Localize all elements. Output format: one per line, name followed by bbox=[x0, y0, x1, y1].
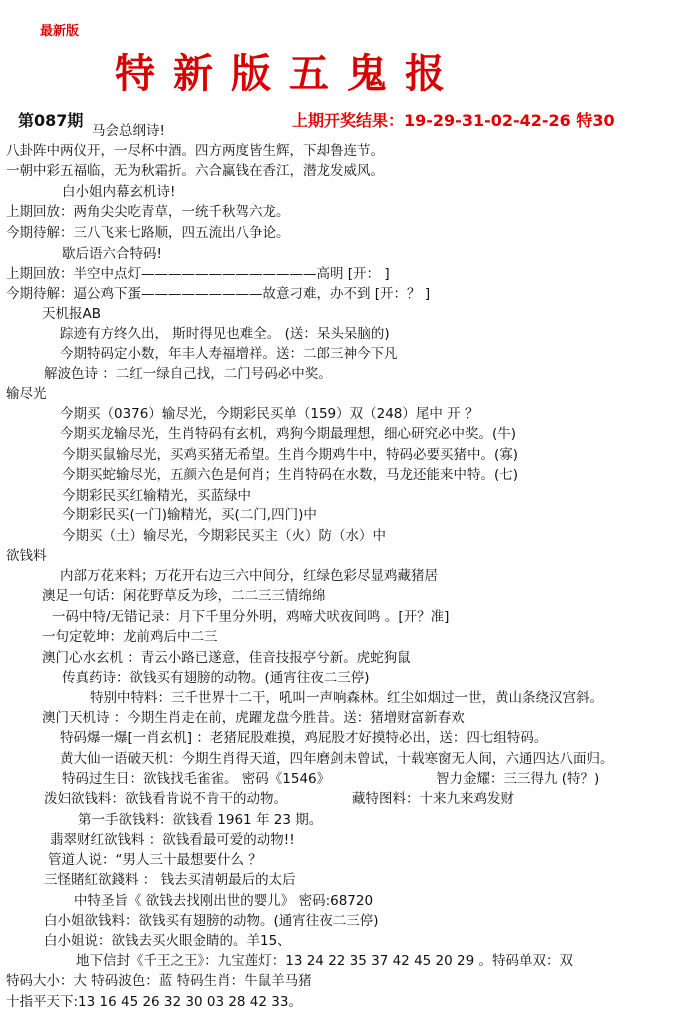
text-line: 天机报AB bbox=[42, 306, 101, 322]
text-line: 泼妇欲钱料：欲钱看肯说不肯干的动物。 bbox=[44, 791, 287, 807]
text-line: 澳门天机诗 ：今期生肖走在前，虎躍龙盘今胜昔。送：猪增财富新春欢 bbox=[42, 710, 465, 726]
text-line: 白小姐欲钱料：欲钱买有翅膀的动物。(通宵往夜二三停) bbox=[44, 913, 379, 929]
text-line: 上期回放：半空中点灯—————————————高明 [开： ] bbox=[6, 266, 390, 282]
text-line: 中特圣旨《 欲钱去找刚出世的婴儿》 密码:68720 bbox=[74, 893, 374, 909]
text-line: 澳足一句话：闲花野草反为珍，二二三三情绵绵 bbox=[42, 588, 326, 604]
text-line: 今期买鼠输尽光，买鸡买猪无希望。生肖今期鸡牛中，特码必要买猪中。(寡) bbox=[62, 447, 519, 463]
section-heading: 输尽光 bbox=[6, 386, 47, 402]
text-line: 内部万花来料；万花开右边三六中间分，红绿色彩尽显鸡藏猪居 bbox=[60, 568, 438, 584]
text-line: 今期买龙输尽光，生肖特码有玄机，鸡狗今期最理想，细心研究必中奖。(牛) bbox=[60, 426, 517, 442]
text-line: 马会总纲诗! bbox=[92, 123, 165, 139]
text-line: 今期待解：三八飞来七路顺，四五流出八争论。 bbox=[6, 225, 290, 241]
text-line: 今期买（0376）输尽光，今期彩民买单（159）双（248）尾中 开 ？ bbox=[60, 406, 479, 422]
text-line: 踪迹有方终久出， 斯时得见也难全。 (送：呆头呆脑的) bbox=[60, 326, 390, 342]
text-line: 地下信封《千王之王》：九宝莲灯：13 24 22 35 37 42 45 20 29 。特码单双：双 bbox=[76, 953, 573, 969]
text-line: 一码中特/无错记录：月下千里分外明，鸡啼犬吠夜间鸣 。[开？准] bbox=[52, 609, 450, 625]
last-draw-result: 上期开奖结果：19-29-31-02-42-26 特30 bbox=[292, 111, 615, 130]
text-line: 三怪賭紅欲錢料 ： 钱去买清朝最后的太后 bbox=[44, 872, 296, 888]
text-line: 特码过生日：欲钱找毛雀雀。 密码《1546》 bbox=[62, 771, 331, 787]
text-line: 黄大仙一语破天机：今期生肖得天道，四年磨剑未曾试，十载寒窗无人间，六通四达八面归。 bbox=[60, 751, 614, 767]
text-line: 白小姐内幕玄机诗! bbox=[62, 184, 176, 200]
text-line: 一朝中彩五福临，无为秋霜折。六合赢钱在香江，潜龙发威风。 bbox=[6, 163, 384, 179]
text-line: 特码爆一爆[一肖玄机] ：老猪屁股难摸，鸡屁股才好摸特必出，送：四七组特码。 bbox=[60, 730, 548, 746]
text-line: 白小姐说：欲钱去买火眼金睛的。羊15、 bbox=[44, 933, 291, 949]
text-line: 今期彩民买(一门)输精光，买(二门,四门)中 bbox=[62, 507, 317, 523]
text-line: 解波色诗 ：二红一绿自己找，二门号码必中奖。 bbox=[44, 366, 332, 382]
text-line: 澳门心水玄机 ：青云小路已遂意，佳音技报亭兮新。虎蛇狗鼠 bbox=[42, 650, 411, 666]
text-line: 歇后语六合特码! bbox=[62, 246, 162, 262]
page-title: 特新版五鬼报 bbox=[115, 50, 463, 97]
text-line: 今期买蛇输尽光，五颜六色是何肖；生肖特码在水数，马龙还能来中特。(七) bbox=[62, 467, 519, 483]
text-line: 今期彩民买红输精光，买蓝绿中 bbox=[62, 488, 251, 504]
text-line: 传真药诗：欲钱买有翅膀的动物。(通宵往夜二三停) bbox=[62, 670, 370, 686]
text-line: 管道人说：“男人三十最想要什么 ？ bbox=[48, 852, 262, 868]
text-line: 八卦阵中两仪开，一尽杯中酒。四方两度皆生辉，下却鲁连节。 bbox=[6, 143, 384, 159]
text-line: 十指平天下:13 16 45 26 32 30 03 28 42 33。 bbox=[6, 994, 302, 1010]
text-line: 翡翠财红欲钱料 ：欲钱看最可爱的动物!! bbox=[50, 832, 295, 848]
text-line: 特码大小：大 特码波色：蓝 特码生肖：牛鼠羊马猪 bbox=[6, 973, 312, 989]
edition-tag: 最新版 bbox=[40, 24, 80, 39]
text-line: 今期待解：逼公鸡下蛋—————————故意刁难，办不到 [开：？ ] bbox=[6, 286, 431, 302]
text-line: 今期特码定小数，年丰人寿福增祥。送：二郎三神今下凡 bbox=[60, 346, 398, 362]
section-heading: 欲钱料 bbox=[6, 548, 47, 564]
text-line: 智力金耀：三三得九 (特？) bbox=[436, 771, 600, 787]
text-line: 特别中特料：三千世界十二干，吼叫一声响森林。红尘如烟过一世，黄山条绕汉宫斜。 bbox=[90, 690, 603, 706]
text-line: 藏特图料：十来九来鸡发财 bbox=[352, 791, 514, 807]
text-line: 第一手欲钱料：欲钱看 1961 年 23 期。 bbox=[78, 812, 323, 828]
text-line: 今期买（土）输尽光，今期彩民买主（火）防（水）中 bbox=[62, 528, 386, 544]
text-line: 上期回放：两角尖尖吃青草，一统千秋驾六龙。 bbox=[6, 204, 290, 220]
text-line: 一句定乾坤：龙前鸡后中二三 bbox=[42, 629, 218, 645]
issue-number: 第087期 bbox=[18, 111, 84, 130]
